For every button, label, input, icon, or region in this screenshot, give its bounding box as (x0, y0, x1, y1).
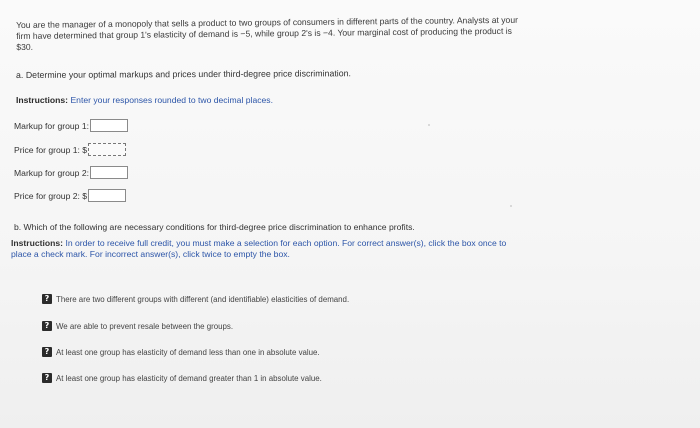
price-group-1-row (14, 143, 126, 156)
markup-group-1-row (14, 119, 128, 132)
option-1[interactable] (42, 294, 349, 304)
markup-group-1-label: Markup for group 1: (14, 120, 89, 131)
price-group-1-input[interactable] (88, 143, 126, 156)
speck (510, 205, 512, 207)
markup-group-2-row (14, 166, 128, 179)
option-3[interactable] (42, 347, 320, 357)
part-b-question: b. Which of the following are necessary conditions for third-degree price discrimination to enhance profits. (14, 222, 415, 232)
option-2-text: We are able to prevent resale between the groups. (56, 321, 234, 331)
instructions-label: Instructions: (16, 95, 69, 105)
part-a-instructions (16, 95, 273, 105)
problem-statement (16, 14, 616, 52)
option-1-text: There are two different groups with different (and identifiable) elasticities of demand. (56, 294, 350, 304)
option-4-text: At least one group has elasticity of demand greater than 1 in absolute value. (56, 373, 322, 383)
price-group-2-input[interactable] (88, 189, 126, 202)
question-checkbox-icon[interactable]: ? (42, 373, 52, 383)
option-3-text: At least one group has elasticity of demand less than one in absolute value. (56, 347, 320, 357)
price-group-2-row (14, 189, 126, 202)
question-checkbox-icon[interactable]: ? (42, 347, 52, 357)
instructions-text: Enter your responses rounded to two decimal places. (70, 95, 273, 105)
problem-line-2: firm have determined that group 1's elasticity of demand is −5, while group 2's is −4. Your marginal cost of producing the product is (16, 25, 512, 41)
problem-line-1: You are the manager of a monopoly that sells a product to two groups of consumers in different parts of the country. Analysts at your (16, 14, 518, 30)
question-checkbox-icon[interactable]: ? (42, 321, 52, 331)
option-4[interactable] (42, 373, 322, 383)
markup-group-2-input[interactable] (90, 166, 128, 179)
price-group-1-label: Price for group 1: $ (14, 144, 88, 155)
part-b-instructions-text-1: In order to receive full credit, you must make a selection for each option. For correct answer(s), click the box once to (65, 238, 507, 248)
price-group-2-label: Price for group 2: $ (14, 190, 88, 201)
part-b-instructions-text-2: place a check mark. For incorrect answer(s), click twice to empty the box. (11, 249, 290, 259)
markup-group-1-input[interactable] (90, 119, 128, 132)
part-b-instructions (11, 238, 611, 260)
problem-line-3: $30. (16, 41, 34, 52)
part-a-question: a. Determine your optimal markups and prices under third-degree price discrimination. (16, 68, 351, 80)
option-2[interactable] (42, 321, 233, 331)
speck (428, 124, 430, 126)
markup-group-2-label: Markup for group 2: (14, 167, 89, 178)
question-checkbox-icon[interactable]: ? (42, 294, 52, 304)
part-b-instructions-label: Instructions: (11, 238, 64, 248)
